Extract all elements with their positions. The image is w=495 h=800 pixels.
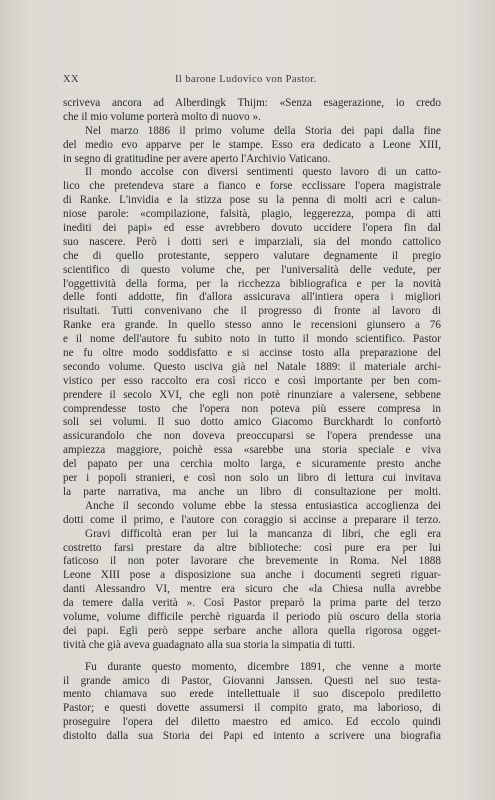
text-line: Ranke era grande. In quello stesso anno le recensioni giunsero a 76 [63,319,441,332]
text-line: inediti dei papi» ed esse avrebbero dovuto uccidere l'opera fin dal [63,222,441,235]
text-line: in segno di gratitudine per avere aperto l'Archivio Vaticano. [63,152,331,165]
text-line: di Ranke. L'invidia e la stizza pose su la penna di molti acri e calun- [63,194,441,207]
text-line: la parte narrativa, ma anche un libro di consultazione per molti. [63,485,441,498]
text-line: da temere dalla verità ». Così Pastor preparò la prima parte del terzo [63,597,441,610]
text-line: scientifico di questo volume che, per l'universalità delle vedute, per [63,263,441,276]
text-line: del papato per una cerchia molto larga, e sicuramente presto anche [63,458,441,471]
text-line: Anche il secondo volume ebbe la stessa entusiastica accoglienza dei [85,499,441,512]
text-line: Nel marzo 1886 il primo volume della Storia dei papi dalla fine [85,124,441,137]
page-number: XX [63,74,79,85]
text-line: delle fonti addotte, fin d'allora assicurava all'intiera opera i migliori [63,291,441,304]
text-line: mento chiamava suo erede intellettuale il suo discepolo prediletto [63,688,441,701]
text-line: comprendesse tosto che l'opera non poteva più essere compresa in [63,402,441,415]
running-title: Il barone Ludovico von Pastor. [175,74,317,85]
text-line: scriveva ancora ad Alberdingk Thijm: «Senza esagerazione, io credo [63,97,441,109]
text-line: volume, volume difficile perchè riguarda il periodo più oscuro della storia [63,610,441,623]
text-line: dotti come il primo, e l'autore con coraggio si accinse a preparare il terzo. [63,513,441,526]
text-line: niose parole: «compilazione, falsità, plagio, leggerezza, pompa di atti [63,208,441,221]
text-line: del medio evo apparve per le stampe. Esso era dedicato a Leone XIII, [63,138,441,151]
text-line: ampiezza maggiore, poichè essa «sarebbe una storia speciale e viva [63,444,441,457]
text-line: l'oggettività della forma, per la ricchezza bibliografica e per la novità [63,277,441,290]
text-line: tività che già aveva guadagnato alla sua storia la simpatia di tutti. [63,638,356,651]
text-line: dei papi. Egli però seppe serbare anche allora quella rigorosa ogget- [63,624,441,637]
text-line: Pastor; e questi dovette assumersi il compito grato, ma laborioso, di [63,702,441,715]
text-line: danti Alessandro VI, mentre era sicuro che «la Chiesa nulla avrebbe [63,583,441,596]
text-line: lico che pretendeva stare a fianco e forse ecclissare l'opera magistrale [63,180,441,193]
text-line: risultati. Tutti convenivano che il progresso di fronte al lavoro di [63,305,441,318]
text-line: Il mondo accolse con diversi sentimenti questo lavoro di un catto- [85,166,441,179]
running-head [63,74,443,88]
text-line: che il mio volume porterà molto di nuovo ». [63,110,261,123]
text-line: secondo volume. Questo usciva già nel Natale 1889: il materiale archi- [63,360,441,373]
text-line: vistico per esso raccolto era così ricco e così importante per ben com- [63,374,441,387]
body-text [63,97,441,744]
text-line: il grande amico di Pastor, Giovanni Janssen. Questi nel suo testa- [63,674,441,687]
text-line: Gravi difficoltà eran per lui la mancanza di libri, che egli era [85,527,441,540]
text-line: faticoso il non poter lavorare che brevemente in Roma. Nel 1888 [63,555,441,568]
paragraph-gap [63,653,441,661]
text-line: che di quello protestante, seppero valutare degnamente il pregio [63,249,441,262]
text-line: Leone XIII pose a disposizione sua anche i documenti segreti riguar- [63,569,441,582]
text-line: prendere il secolo XVI, che egli non potè rinunziare a valersene, sebbene [63,388,441,401]
text-line: assicurandolo che non doveva preoccuparsi se l'opera prendesse una [63,430,441,443]
text-line: distolto dalla sua Storia dei Papi ed intento a scrivere una biografia [63,730,441,743]
text-line: Fu durante questo momento, dicembre 1891, che venne a morte [85,660,441,673]
text-line: suo nascere. Però i dotti seri e imparziali, sia del mondo cattolico [63,235,441,248]
text-line: e il nome dell'autore fu subito noto in tutto il mondo scientifico. Pastor [63,333,441,346]
text-line: costretto farsi prestare da altre biblioteche: così pure era per lui [63,541,441,554]
text-line: ne fu oltre modo soddisfatto e si accinse tosto alla preparazione del [63,347,441,360]
text-line: per i popoli stranieri, e così non solo un libro di lettura cui invitava [63,472,441,485]
text-line: soli sei volumi. Il suo dotto amico Giacomo Burckhardt lo confortò [63,416,441,429]
text-line: proseguire l'opera del diletto maestro ed amico. Ed eccolo quindi [63,716,441,729]
